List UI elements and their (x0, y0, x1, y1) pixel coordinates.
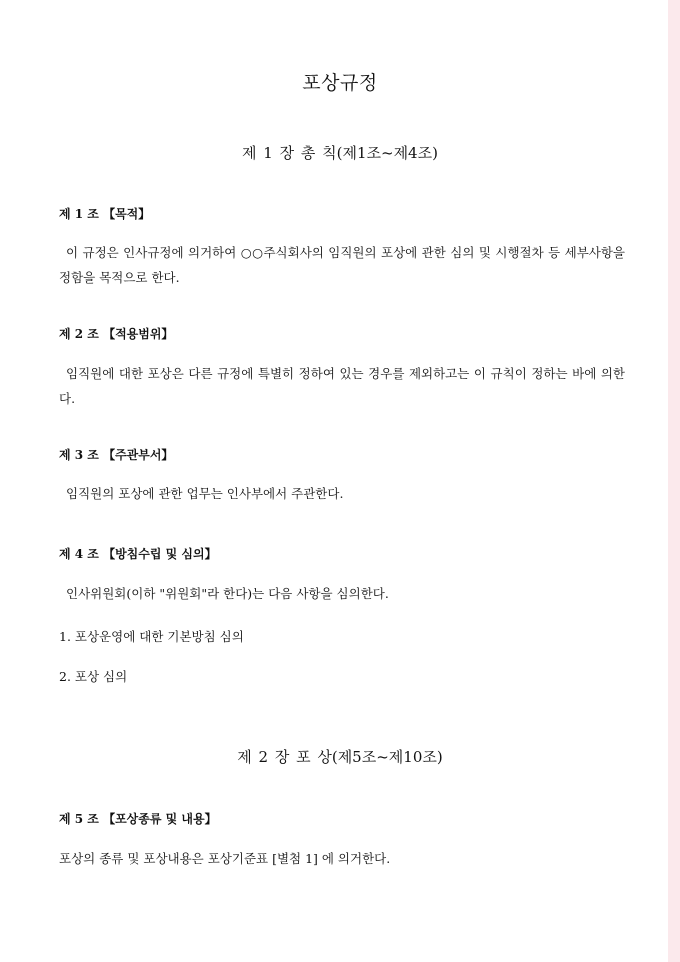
article-heading: 제 3 조 【주관부서】 (59, 448, 174, 462)
article-body: 임직원에 대한 포상은 다른 규정에 특별히 정하여 있는 경우를 제외하고는 이 규칙이 정하는 바에 의한다. (59, 366, 625, 406)
article-heading: 제 1 조 【목적】 (59, 207, 151, 221)
list-item: 2. 포상 심의 (59, 669, 128, 684)
document-title: 포상규정 (302, 72, 378, 94)
chapter-heading: 제 2 장 포 상(제5조~제10조) (237, 748, 443, 766)
article-heading: 제 2 조 【적용범위】 (59, 327, 174, 341)
chapter-heading: 제 1 장 총 칙(제1조~제4조) (242, 144, 438, 162)
list-item: 1. 포상운영에 대한 기본방침 심의 (59, 629, 244, 644)
article-body: 임직원의 포상에 관한 업무는 인사부에서 주관한다. (66, 486, 344, 501)
article-body: 포상의 종류 및 포상내용은 포상기준표 [별첨 1] 에 의거한다. (59, 851, 391, 866)
article-heading: 제 5 조 【포상종류 및 내용】 (59, 812, 217, 826)
article-body: 이 규정은 인사규정에 의거하여 ○○주식회사의 임직원의 포상에 관한 심의 및 시행절차 등 세부사항을 정함을 목적으로 한다. (59, 245, 625, 285)
page-edge (668, 0, 680, 962)
article-body: 인사위원회(이하 "위원회"라 한다)는 다음 사항을 심의한다. (66, 586, 389, 601)
article-heading: 제 4 조 【방침수립 및 심의】 (59, 547, 217, 561)
